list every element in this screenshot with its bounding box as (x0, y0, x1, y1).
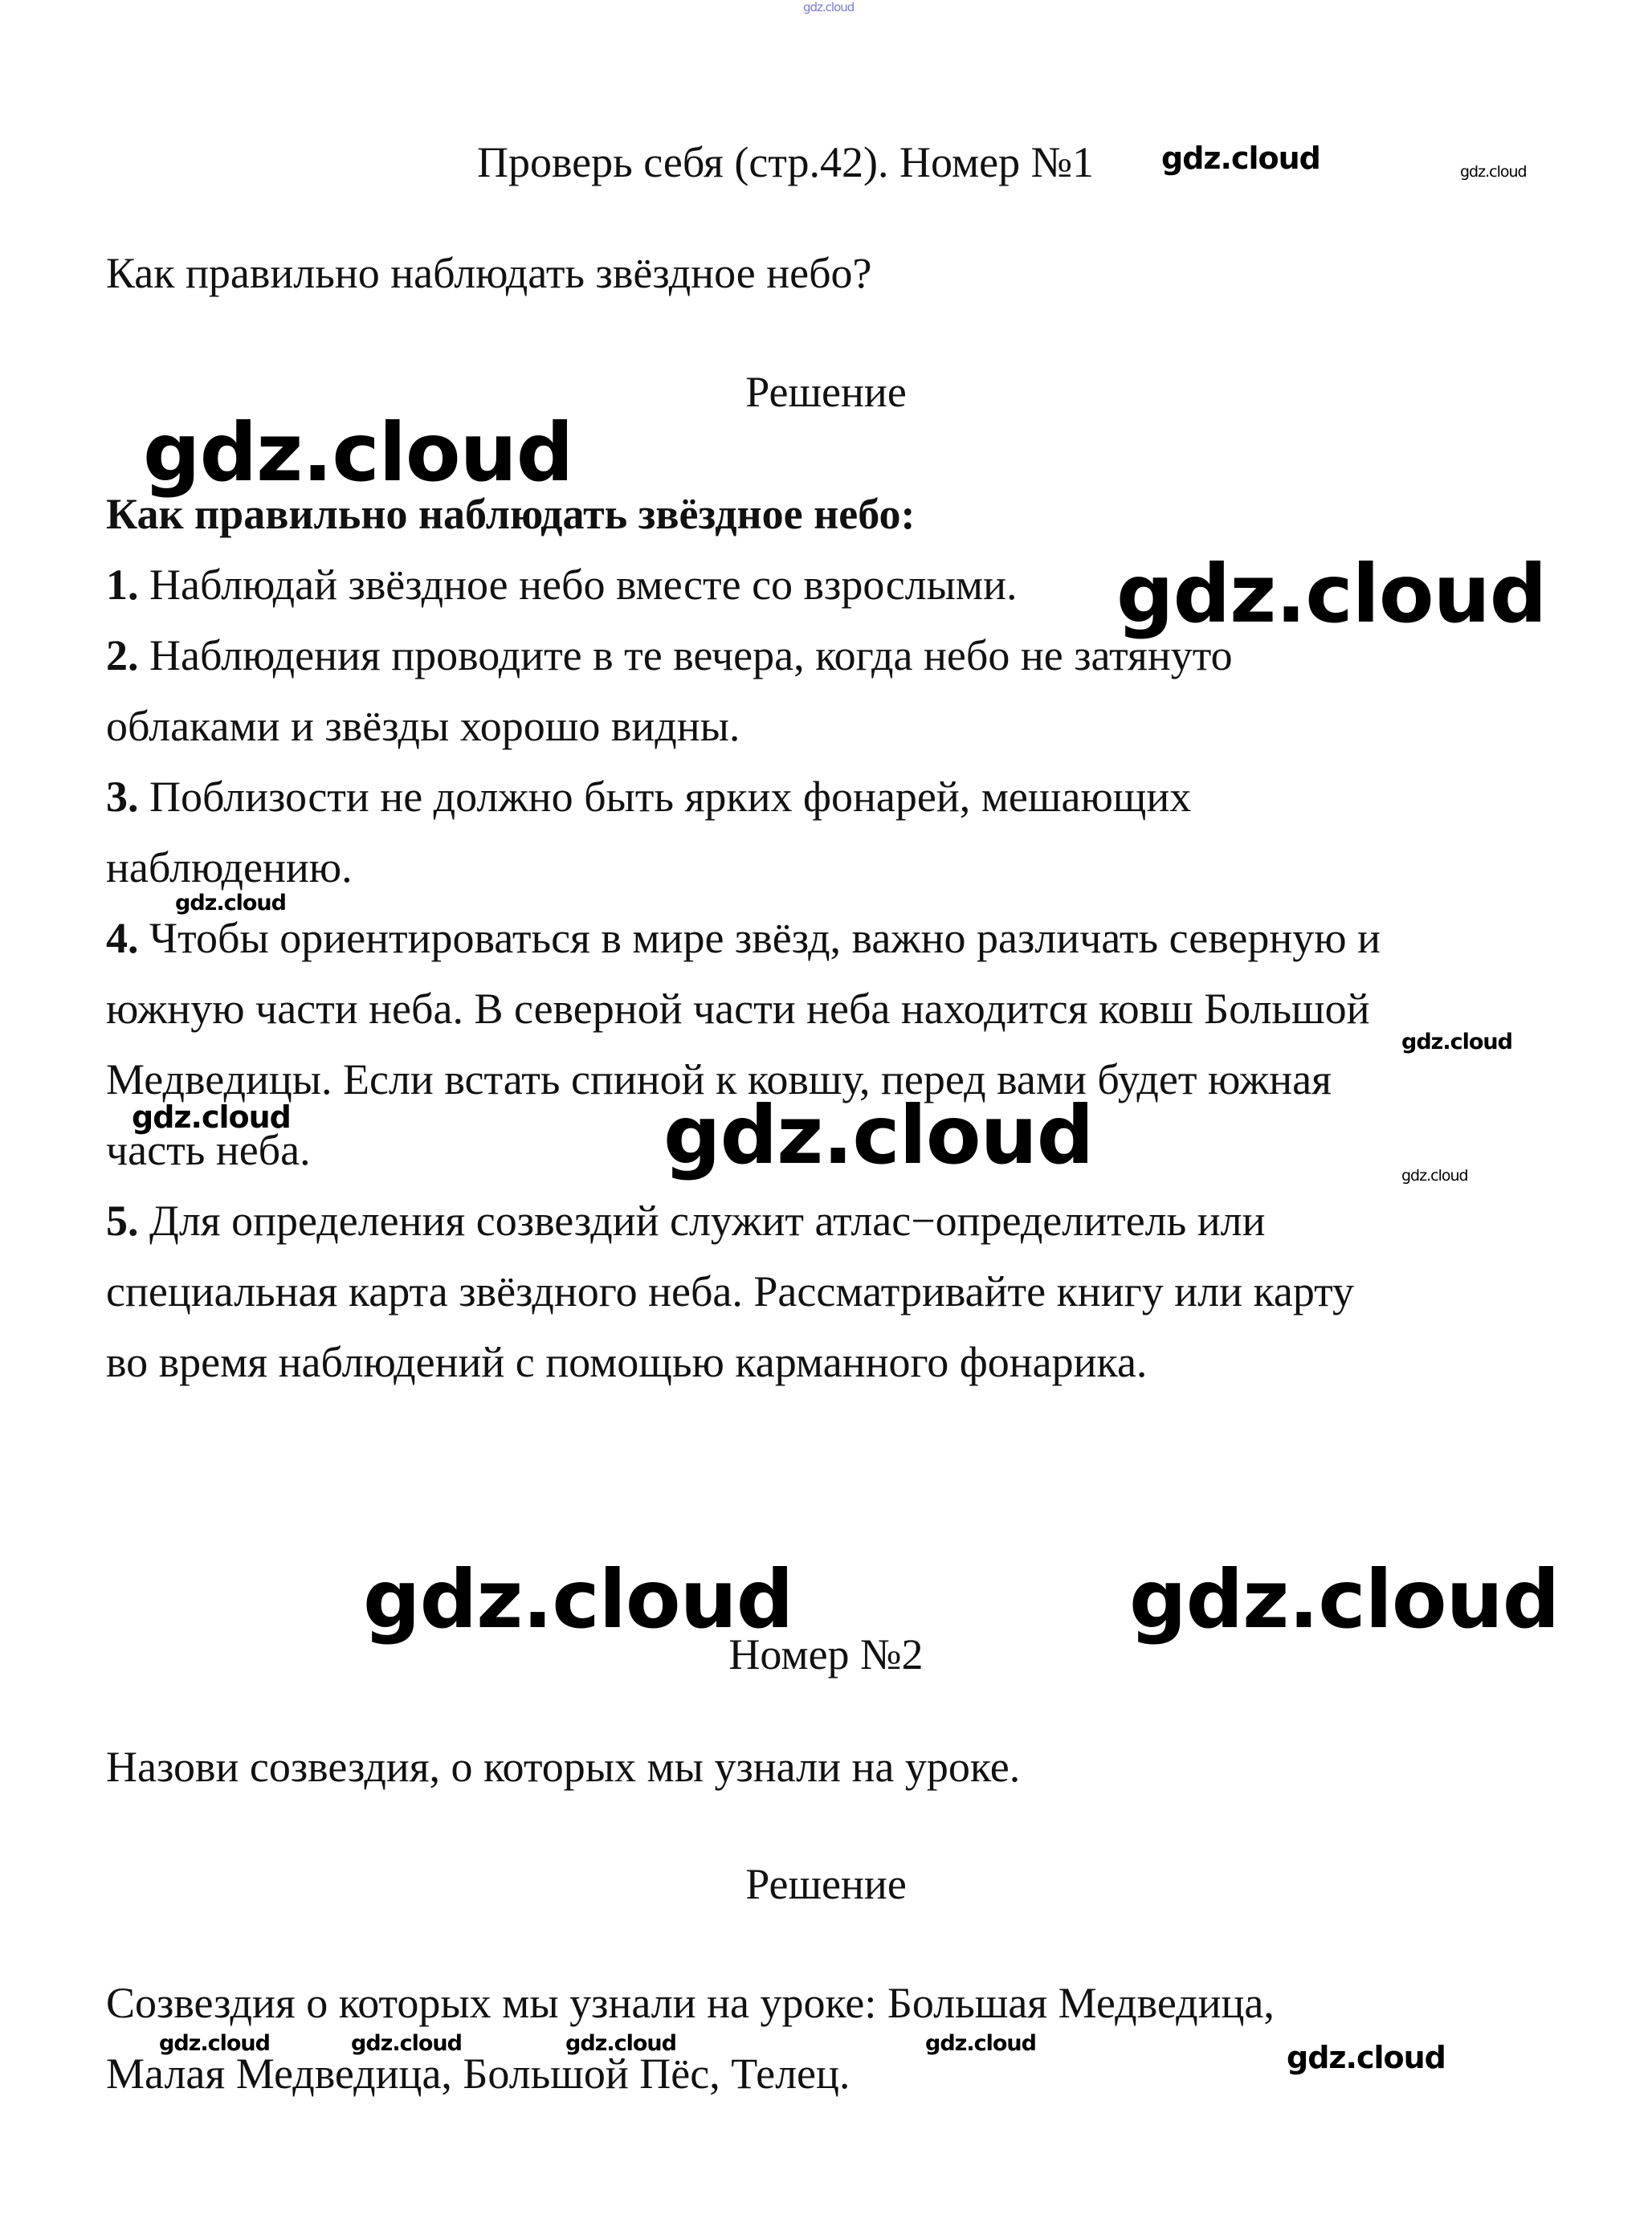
watermark: gdz.cloud (175, 891, 286, 916)
answer-item-3 (106, 761, 1191, 832)
item-number: 2. (106, 631, 139, 679)
answer-item-2 (106, 620, 1233, 691)
answer-item-4-line-3: Медведицы. Если встать спиной к ковшу, перед вами будет южная (106, 1055, 1332, 1103)
answer-item-3-line-2: наблюдению. (106, 843, 353, 891)
watermark: gdz.cloud (159, 2031, 270, 2056)
watermark: gdz.cloud (663, 1088, 1094, 1182)
task1-solution-label: Решение (745, 368, 907, 416)
watermark: gdz.cloud (1401, 1030, 1512, 1054)
item-text: Наблюдай звёздное небо вместе со взрослыми. (149, 561, 1018, 609)
task2-answer-line-1: Созвездия о которых мы узнали на уроке: Большая Медведица, (106, 1979, 1275, 2027)
item-number: 5. (106, 1197, 139, 1245)
watermark: gdz.cloud (143, 406, 573, 500)
watermark: gdz.cloud (132, 1099, 291, 1135)
answer-item-4-line-4: часть неба. (106, 1126, 311, 1174)
item-text: Поблизости не должно быть ярких фонарей, мешающих (149, 773, 1192, 821)
item-text: Для определения созвездий служит атлас−определитель или (149, 1197, 1266, 1245)
answer-item-2-line-2: облаками и звёзды хорошо видны. (106, 702, 740, 750)
task2-title: Номер №2 (728, 1630, 924, 1678)
answer-item-4 (106, 903, 1381, 973)
watermark: gdz.cloud (1116, 547, 1547, 641)
watermark: gdz.cloud (1129, 1552, 1560, 1646)
answer-item-4-line-2: южную части неба. В северной части неба находится ковш Большой (106, 985, 1370, 1033)
watermark: gdz.cloud (1161, 141, 1320, 176)
watermark: gdz.cloud (1460, 163, 1527, 181)
task2-solution-label: Решение (745, 1860, 907, 1908)
task1-question: Как правильно наблюдать звёздное небо? (106, 249, 872, 297)
watermark: gdz.cloud (565, 2031, 676, 2056)
watermark: gdz.cloud (925, 2031, 1036, 2056)
item-text: Наблюдения проводите в те вечера, когда небо не затянуто (149, 631, 1233, 679)
task1-title: Проверь себя (стр.42). Номер №1 (477, 138, 1095, 186)
watermark: gdz.cloud (351, 2031, 462, 2056)
answer-item-5 (106, 1185, 1266, 1256)
answer-item-1 (106, 549, 1017, 620)
item-number: 1. (106, 561, 139, 609)
task1-answer-heading: Как правильно наблюдать звёздное небо: (106, 490, 916, 538)
task2-question: Назови созвездия, о которых мы узнали на уроке. (106, 1743, 1021, 1791)
answer-item-5-line-2: специальная карта звёздного неба. Рассматривайте книгу или карту (106, 1267, 1355, 1315)
watermark: gdz.cloud (363, 1552, 793, 1646)
item-text: Чтобы ориентироваться в мире звёзд, важно различать северную и (149, 914, 1381, 962)
watermark-top: gdz.cloud (803, 0, 855, 14)
task2-answer-line-2: Малая Медведица, Большой Пёс, Телец. (106, 2050, 850, 2098)
item-number: 3. (106, 773, 139, 821)
watermark: gdz.cloud (1401, 1167, 1468, 1185)
item-number: 4. (106, 914, 139, 962)
watermark: gdz.cloud (1287, 2040, 1446, 2075)
answer-item-5-line-3: во время наблюдений с помощью карманного фонарика. (106, 1338, 1148, 1386)
